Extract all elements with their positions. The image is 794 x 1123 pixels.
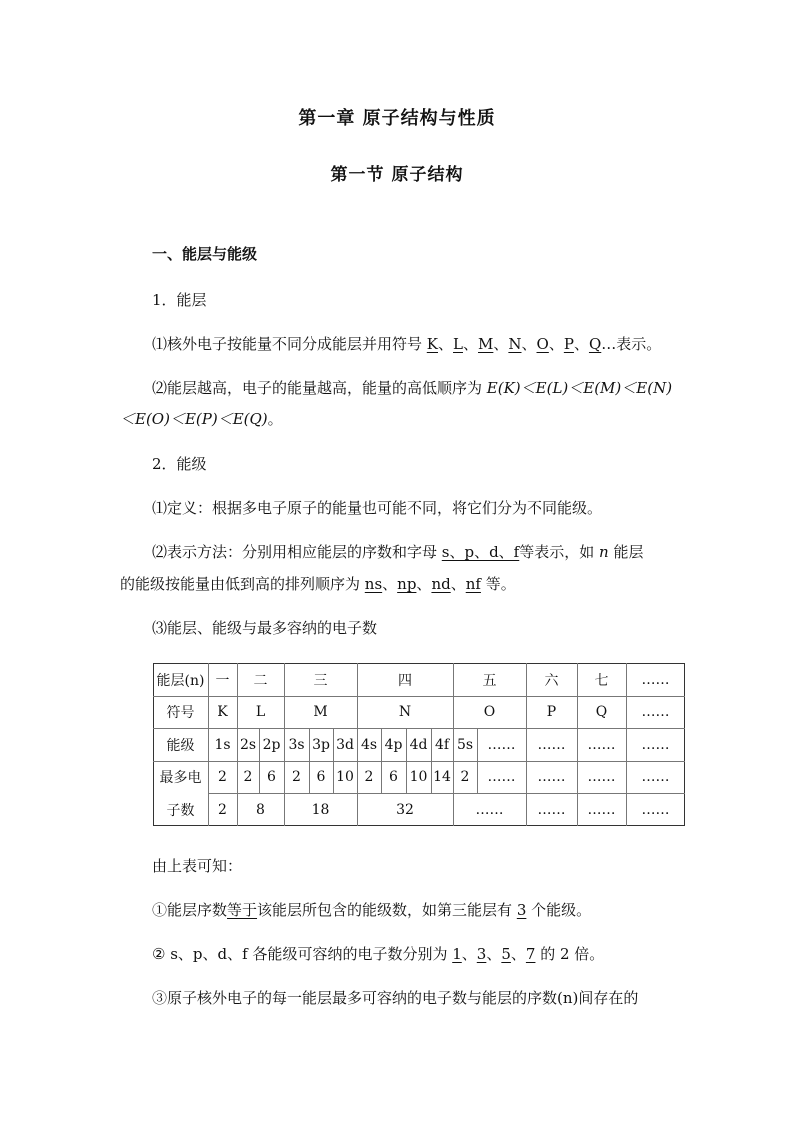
table-total-5: …… [475, 801, 504, 818]
table-symbol-label: 符号 [166, 705, 195, 721]
table-max-4d: 10 [409, 769, 428, 785]
table-max-label-2: 子数 [166, 802, 195, 819]
var-n: n [599, 543, 609, 561]
symbol-o: O [536, 335, 549, 353]
level-ns: ns [364, 575, 383, 593]
c2-a: ② s、p、d、f 各能级可容纳的电子数分别为 [152, 945, 453, 963]
sub1-paragraph-2-line1 [152, 378, 672, 398]
table-header-layer-label: 能层(n) [156, 672, 205, 689]
table-level-3s: 3s [288, 736, 305, 753]
table-max-more: …… [641, 769, 670, 785]
table-level-more: …… [641, 736, 670, 753]
c1-three: 3 [516, 901, 527, 919]
table-layer-3: 三 [313, 672, 328, 689]
table-max-2s: 2 [243, 769, 253, 785]
conclusion-intro: 由上表可知： [152, 857, 243, 875]
sub1-p1-suffix: …表示。 [601, 335, 662, 353]
symbol-p: P [563, 335, 574, 353]
sub1-paragraph-1: ⑴核外电子按能量不同分成能层并用符号 K、L、M、N、O、P、Q…表示。 [152, 335, 662, 353]
table-level-1s: 1s [214, 736, 231, 753]
table-total-3: 18 [311, 801, 330, 818]
level-nf: nf [465, 575, 481, 593]
table-max-1s: 2 [218, 769, 227, 785]
table-level-label: 能级 [166, 737, 195, 754]
table-level-4s: 4s [360, 736, 378, 753]
table-layer-7: 七 [594, 672, 609, 689]
c2-num-3: 3 [476, 945, 487, 963]
section-title: 第一节 原子结构 [330, 165, 464, 185]
sub2-p2-c: 能层 [608, 543, 644, 561]
table-max-2p: 6 [267, 769, 276, 785]
c2-num-5: 5 [501, 945, 511, 963]
sub2-paragraph-2-line1 [152, 542, 643, 562]
table-max-6-more: …… [537, 769, 566, 785]
table-level-3d: 3d [336, 736, 354, 753]
table-max-4f: 14 [433, 769, 451, 785]
table-total-7: …… [587, 801, 616, 818]
c2-num-7: 7 [525, 945, 536, 963]
table-level-7-more: …… [587, 736, 616, 753]
table-level-5s: 5s [456, 736, 474, 753]
table-total-6: …… [537, 801, 566, 818]
table-total-4: 32 [396, 801, 414, 818]
table-level-2s: 2s [239, 736, 257, 753]
c2-end: 的 2 倍。 [535, 945, 605, 963]
sub2-paragraph-1: ⑴定义：根据多电子原子的能量也可能不同，将它们分为不同能级。 [152, 499, 603, 517]
table-level-4d: 4d [409, 736, 428, 753]
sub2-p2-b: 等表示，如 [519, 543, 600, 561]
sub1-paragraph-2-line2 [120, 409, 283, 429]
sub1-p1-prefix: ⑴核外电子按能量不同分成能层并用符号 [152, 335, 427, 353]
table-level-6-more: …… [537, 736, 566, 753]
table-symbol-k: K [217, 704, 228, 720]
conclusion-3: ③原子核外电子的每一能层最多可容纳的电子数与能层的序数(n)间存在的 [152, 989, 639, 1007]
table-symbol-o: O [483, 704, 496, 720]
table-symbol-m: M [313, 704, 328, 720]
conclusion-2: ② s、p、d、f 各能级可容纳的电子数分别为 1、3、5、7 的 2 倍。 [152, 945, 605, 963]
table-symbol-p: P [546, 704, 557, 720]
level-np: np [397, 575, 417, 593]
level-nd: nd [431, 575, 451, 593]
sub2-p2-line2-end: 等。 [480, 575, 516, 593]
table-symbol-n: N [398, 704, 412, 720]
table-level-2p: 2p [262, 736, 281, 753]
c1-b: 该能层所包含的能级数，如第三能层有 [257, 901, 517, 919]
table-level-4f: 4f [434, 736, 450, 753]
table-symbol-q: Q [595, 704, 608, 720]
sub2-p2-a: ⑵表示方法：分别用相应能层的序数和字母 [152, 543, 442, 561]
table-layer-6: 六 [544, 672, 559, 689]
part1-heading: 一、能层与能级 [152, 245, 258, 263]
table-level-5-more: …… [487, 736, 516, 753]
symbol-n: N [508, 335, 522, 353]
table-symbol-l: L [255, 704, 266, 720]
table-max-7-more: …… [587, 769, 616, 785]
table-max-label-1: 最多电 [159, 770, 202, 786]
sub2-heading: 2．能级 [152, 455, 207, 473]
table-total-2: 8 [256, 801, 265, 818]
c1-c: 个能级。 [526, 901, 592, 919]
table-max-3d: 10 [336, 769, 354, 785]
table-layer-5: 五 [482, 672, 497, 689]
table-layer-more: …… [641, 671, 670, 688]
sub2-paragraph-2-line2: 的能级按能量由低到高的排列顺序为 ns、np、nd、nf 等。 [120, 575, 516, 593]
energy-order-math-1: E(K)＜E(L)＜E(M)＜E(N) [486, 379, 673, 397]
sub1-p2-end: 。 [267, 410, 283, 428]
letters-spdf: s、p、d、f [441, 543, 520, 561]
table-total-1: 2 [218, 801, 227, 818]
table-max-3s: 2 [292, 769, 301, 785]
table-layer-1: 一 [215, 672, 230, 689]
chapter-title: 第一章 原子结构与性质 [298, 108, 496, 129]
symbol-l: L [453, 335, 463, 353]
sub2-paragraph-3: ⑶能层、能级与最多容纳的电子数 [152, 619, 378, 637]
table-total-more: …… [641, 801, 670, 818]
table-max-4s: 2 [364, 769, 374, 785]
table-max-3p: 6 [316, 769, 326, 785]
c1-a: ①能层序数 [152, 901, 228, 919]
conclusion-1 [152, 900, 591, 920]
c1-equals: 等于 [227, 901, 258, 919]
sub1-heading: 1．能层 [152, 291, 207, 309]
c2-num-1: 1 [452, 945, 462, 963]
table-max-5s: 2 [460, 769, 470, 785]
table-layer-2: 二 [253, 672, 268, 689]
sub1-p2-text: ⑵能层越高，电子的能量越高，能量的高低顺序为 [152, 379, 487, 397]
table-level-3p: 3p [312, 736, 330, 753]
table-layer-4: 四 [398, 672, 412, 689]
table-symbol-more: …… [641, 704, 670, 720]
symbol-m: M [478, 335, 494, 353]
table-level-4p: 4p [384, 736, 403, 753]
symbol-k: K [426, 335, 438, 353]
sub2-p2-line2-a: 的能级按能量由低到高的排列顺序为 [120, 575, 365, 593]
table-max-4p: 6 [389, 769, 398, 785]
table-max-5-more: …… [487, 769, 516, 785]
energy-order-math-2: ＜E(O)＜E(P)＜E(Q) [120, 410, 268, 428]
symbol-q: Q [588, 335, 602, 353]
